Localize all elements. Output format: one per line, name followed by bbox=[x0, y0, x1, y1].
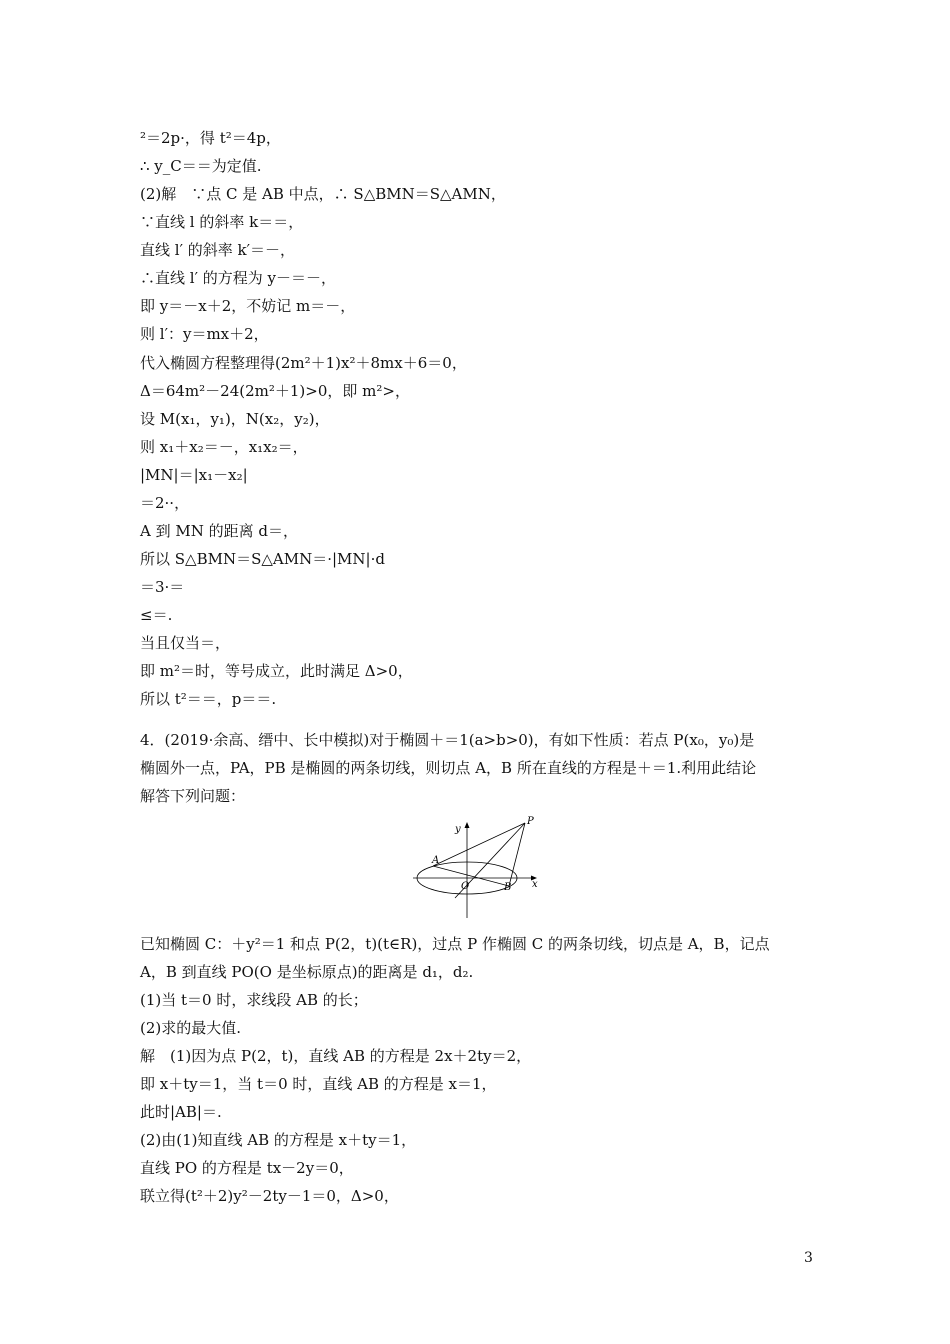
text-line: (2)由(1)知直线 AB 的方程是 x＋ty＝1， bbox=[140, 1131, 417, 1149]
label-p: P bbox=[527, 816, 534, 827]
text-line: 即 y＝－x＋2，不妨记 m＝－， bbox=[140, 297, 356, 315]
text-line: 已知椭圆 C：＋y²＝1 和点 P(2，t)(t∈R)，过点 P 作椭圆 C 的两条切线，切点是 A，B，记点 bbox=[140, 935, 770, 953]
text-line: 所以 t²＝＝，p＝＝. bbox=[140, 690, 277, 708]
tangent-pa bbox=[433, 823, 525, 866]
text-line: 解 (1)因为点 P(2，t)，直线 AB 的方程是 2x＋2ty＝2， bbox=[140, 1047, 532, 1065]
text-line: 即 x＋ty＝1，当 t＝0 时，直线 AB 的方程是 x＝1， bbox=[140, 1075, 497, 1093]
text-line: 设 M(x₁，y₁)，N(x₂，y₂)， bbox=[140, 410, 330, 428]
text-line: ∴直线 l′ 的方程为 y－＝－， bbox=[140, 269, 336, 287]
label-y: y bbox=[455, 824, 461, 835]
text-line: 直线 PO 的方程是 tx－2y＝0， bbox=[140, 1159, 354, 1177]
text-line: Δ＝64m²－24(2m²＋1)>0，即 m²>， bbox=[140, 382, 410, 400]
text-line: 此时|AB|＝. bbox=[140, 1103, 222, 1121]
ellipse-tangent-figure bbox=[405, 814, 545, 922]
text-line: (2)求的最大值. bbox=[140, 1019, 242, 1037]
text-line: |MN|＝|x₁－x₂| bbox=[140, 466, 248, 484]
text-line: 代入椭圆方程整理得(2m²＋1)x²＋8mx＋6＝0， bbox=[140, 354, 467, 372]
text-line: A 到 MN 的距离 d＝， bbox=[140, 522, 298, 540]
text-line: A，B 到直线 PO(O 是坐标原点)的距离是 d₁，d₂. bbox=[140, 963, 474, 981]
label-a: A bbox=[432, 855, 440, 866]
label-x: x bbox=[532, 879, 538, 890]
text-line: 椭圆外一点，PA，PB 是椭圆的两条切线，则切点 A，B 所在直线的方程是＋＝1.利用此结论 bbox=[140, 759, 757, 777]
text-line: ＝2··， bbox=[140, 494, 190, 512]
page-number: 3 bbox=[804, 1250, 813, 1266]
label-b: B bbox=[504, 882, 512, 893]
text-line: 联立得(t²＋2)y²－2ty－1＝0，Δ>0， bbox=[140, 1187, 399, 1205]
text-line: 直线 l′ 的斜率 k′＝－， bbox=[140, 241, 296, 259]
chord-ab bbox=[433, 866, 509, 886]
text-line: 4．(2019·余高、缙中、长中模拟)对于椭圆＋＝1(a>b>0)，有如下性质：若点 P(x₀，y₀)是 bbox=[140, 731, 755, 749]
text-line: 则 x₁＋x₂＝－，x₁x₂＝， bbox=[140, 438, 308, 456]
text-line: 当且仅当＝， bbox=[140, 634, 231, 652]
y-axis-arrow bbox=[465, 822, 470, 828]
text-line: ²＝2p·，得 t²＝4p， bbox=[140, 129, 281, 147]
text-line: ≤＝. bbox=[140, 606, 173, 624]
text-line: 则 l′：y＝mx＋2， bbox=[140, 325, 269, 343]
text-line: (1)当 t＝0 时，求线段 AB 的长； bbox=[140, 991, 368, 1009]
text-line: ∵直线 l 的斜率 k＝＝， bbox=[140, 213, 304, 231]
text-line: 即 m²＝时，等号成立，此时满足 Δ>0， bbox=[140, 662, 413, 680]
text-line: (2)解 ∵点 C 是 AB 中点，∴ S△BMN＝S△AMN， bbox=[140, 185, 506, 203]
text-line: 解答下列问题： bbox=[140, 787, 246, 805]
text-line: ∴ y_C＝＝为定值. bbox=[140, 157, 262, 175]
text-line: 所以 S△BMN＝S△AMN＝·|MN|·d bbox=[140, 550, 385, 568]
text-line: ＝3·＝ bbox=[140, 578, 185, 596]
label-o: O bbox=[461, 881, 470, 892]
